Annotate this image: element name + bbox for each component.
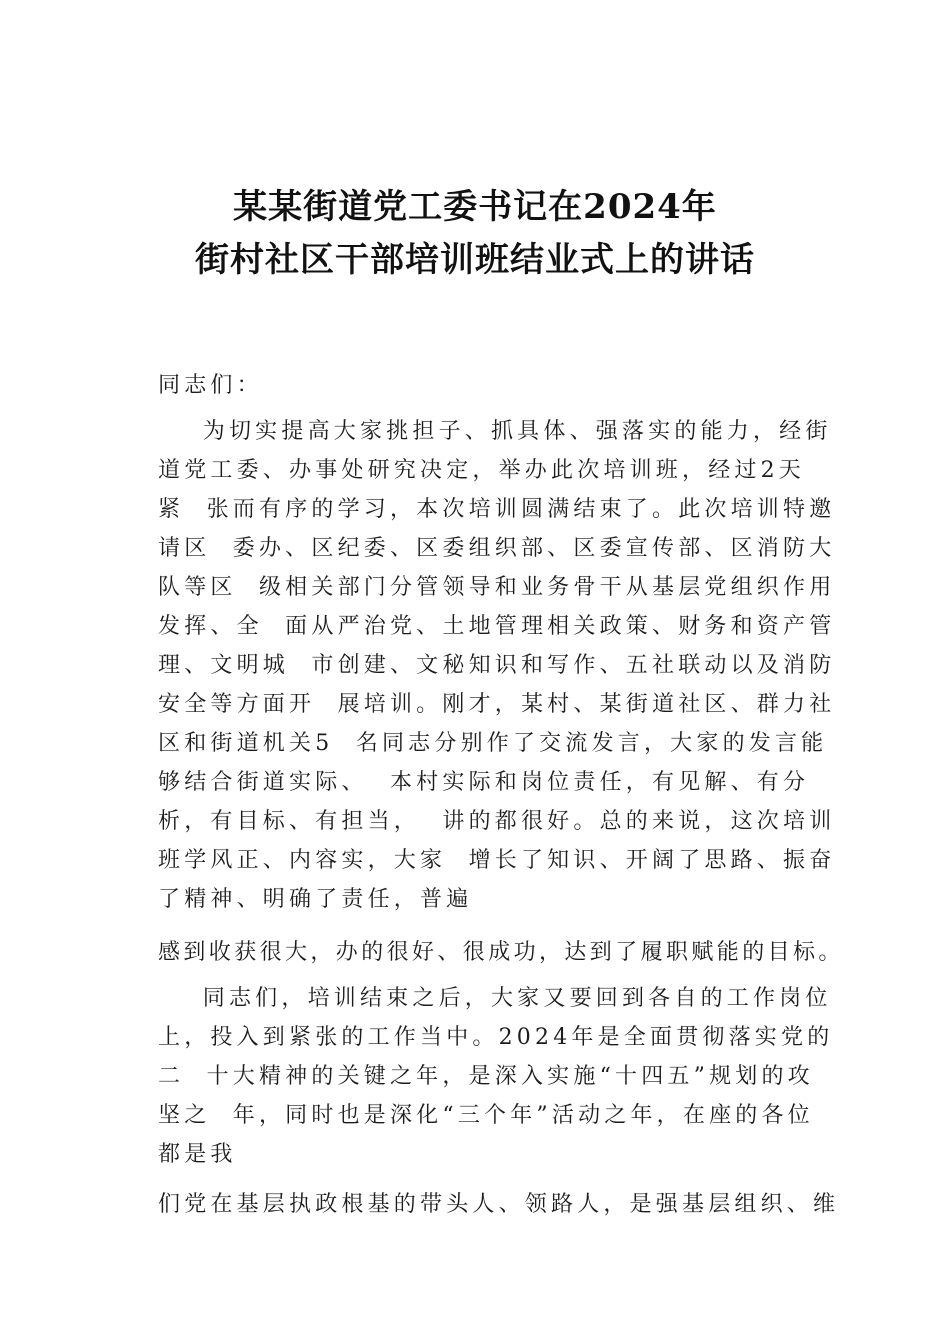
body-line: 了精神、明确了责任，普遍 xyxy=(158,887,473,912)
body-line: 都是我 xyxy=(158,1142,237,1167)
body-line: 够结合街道实际、 本村实际和岗位责任，有见解、有分 xyxy=(158,770,810,795)
body-line: 队等区 级相关部门分管领导和业务骨干从基层党组织作用 xyxy=(158,575,836,600)
document-title-line-2: 街村社区干部培训班结业式上的讲话 xyxy=(195,240,755,280)
body-line: 请区 委办、区纪委、区委组织部、区委宣传部、区消防大 xyxy=(158,536,836,561)
body-line: 理、文明城 市创建、文秘知识和写作、五社联动以及消防 xyxy=(158,653,836,678)
body-line: 析，有目标、有担当， 讲的都很好。总的来说，这次培训 xyxy=(158,809,836,834)
body-line: 道党工委、办事处研究决定，举办此次培训班，经过2天 xyxy=(158,458,805,483)
body-line: 们党在基层执政根基的带头人、领路人，是强基层组织、维 xyxy=(158,1192,840,1217)
body-line: 区和街道机关5 名同志分别作了交流发言，大家的发言能 xyxy=(158,731,828,756)
body-line: 同志们，培训结束之后，大家又要回到各自的工作岗位 xyxy=(158,986,832,1011)
body-line: 安全等方面开 展培训。刚才，某村、某街道社区、群力社 xyxy=(158,692,836,717)
body-line: 发挥、全 面从严治党、土地管理相关政策、财务和资产管 xyxy=(158,614,836,639)
body-line: 上，投入到紧张的工作当中。2024年是全面贯彻落实党的 xyxy=(158,1025,834,1050)
body-line: 二 十大精神的关键之年，是深入实施“十四五”规划的攻 xyxy=(158,1064,814,1089)
body-line: 班学风正、内容实，大家 增长了知识、开阔了思路、振奋 xyxy=(158,848,836,873)
salutation: 同志们： xyxy=(158,373,263,398)
document-title-line-1: 某某街道党工委书记在2024年 xyxy=(233,187,717,227)
body-line: 紧 张而有序的学习，本次培训圆满结束了。此次培训特邀 xyxy=(158,497,836,522)
body-line: 为切实提高大家挑担子、抓具体、强落实的能力，经街 xyxy=(158,419,832,444)
body-line: 坚之 年，同时也是深化“三个年”活动之年，在座的各位 xyxy=(158,1103,814,1128)
body-line: 感到收获很大，办的很好、很成功，达到了履职赋能的目标。 xyxy=(158,940,844,965)
